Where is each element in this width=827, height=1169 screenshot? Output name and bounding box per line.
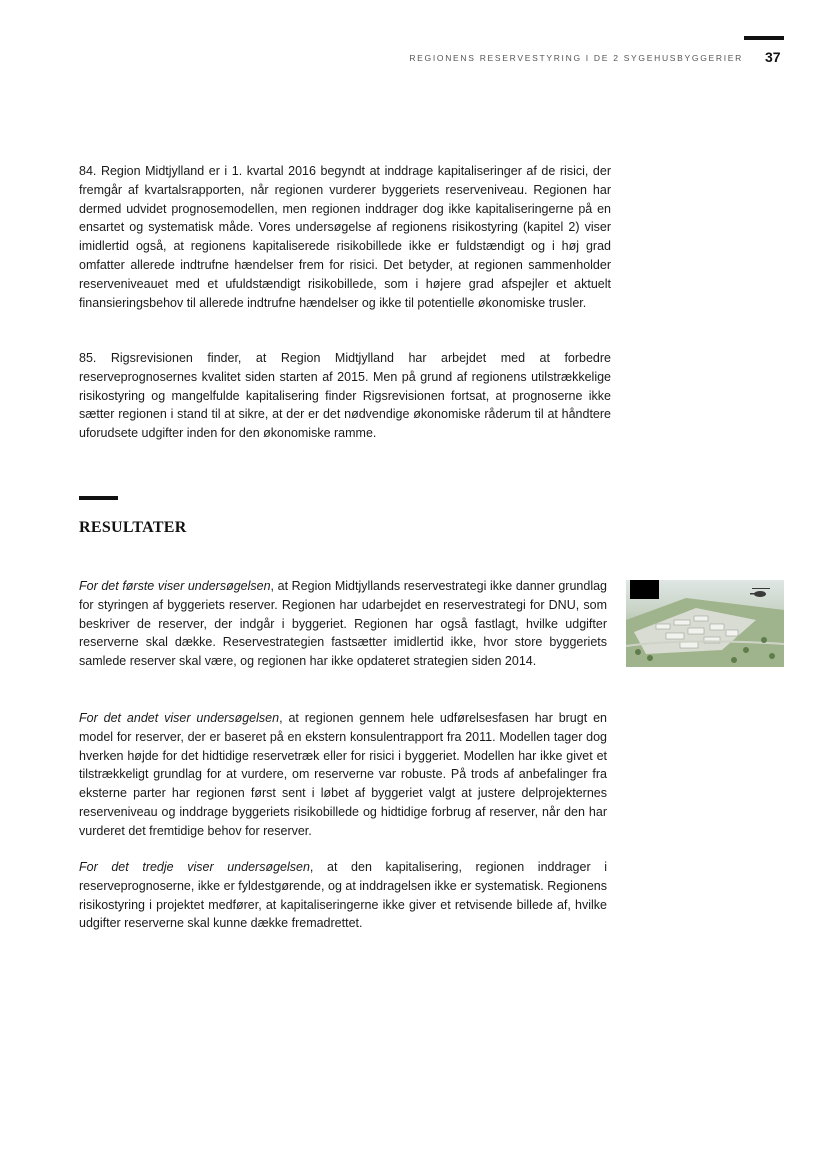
result-lead-2: For det andet viser undersøgelsen: [79, 711, 280, 725]
result-lead-1: For det første viser undersøgelsen: [79, 579, 271, 593]
result-lead-3: For det tredje viser undersøgelsen: [79, 860, 310, 874]
result-body-2: , at regionen gennem hele udførelsesfasen har brugt en model for reserver, der er baseret på en ekstern konsulentrapport fra 2011. Modellen tager dog hverken højde for det hidtidige reservetræk eller for risici i byggeriet. Modellen har ikke givet et tilstrækkeligt grundlag for at vurdere, om reserverne var robuste. På trods af anbefalinger fra eksterne parter har regionen først sent i løbet af byggeriet valgt at justere delprojekternes reserveniveau og inddrage byggeriets risikobillede og hidtidige forbrug af reserver, når den har vurderet det fremtidige behov for reserver.: [79, 711, 607, 838]
aerial-site-photo: [626, 580, 784, 667]
result-paragraph-1: [79, 577, 607, 671]
result-body-1: , at Region Midtjyllands reservestrategi ikke danner grundlag for styringen af byggeriets reserver. Regionen har udarbejdet en reservestrategi for DNU, som beskriver de reserver, der indgår i byggeriet. Regionen har også fastlagt, hvilke udgifter reserverne skal dække. Reservestrategien fastsætter imidlertid ikke, hvor store byggeriets samlede reserver skal være, og regionen har ikke opdateret strategien siden 2014.: [79, 579, 607, 669]
result-paragraph-3: [79, 858, 607, 933]
result-body-3: , at den kapitalisering, regionen inddrager i reserveprognoserne, ikke er fyldestgørende, og at inddragelsen ikke er systematisk. Regionens risikostyring i projektet medfører, at kapitaliseringerne ikke giver et retvisende billede af, hvilke udgifter reserverne skal kunne dække fremadrettet.: [79, 860, 607, 931]
running-header: REGIONENS RESERVESTYRING I DE 2 SYGEHUSBYGGERIER: [409, 53, 743, 63]
paragraph-85: 85. Rigsrevisionen finder, at Region Midtjylland har arbejdet med at forbedre reserveprognosernes kvalitet siden starten af 2015. Men på grund af regionens utilstrækkelige risikostyring og mangelfulde kapitalisering finder Rigsrevisionen fortsat, at prognoserne ikke sætter regionen i stand til at sikre, at der er det nødvendige økonomiske råderum til at håndtere uforudsete udgifter inden for den økonomiske ramme.: [79, 351, 611, 441]
header-accent-bar: [744, 36, 784, 40]
paragraph-84: 84. Region Midtjylland er i 1. kvartal 2016 begyndt at inddrage kapitaliseringer af de risici, der fremgår af kvartalsrapporten, når regionen vurderer byggeriets reserveniveau. Regionen har dermed udvidet prognosemodellen, men regionen inddrager dog ikke kapitaliseringerne på en ensartet og systematisk måde. Vores undersøgelse af regionens risikostyring (kapitel 2) viser imidlertid også, at regionens kapitaliserede risikobillede ikke er fuldstændigt og i høj grad omfatter allerede indtrufne hændelser frem for risici. Det betyder, at regionen sammenholder reserveniveauet med et ufuldstændigt risikobillede, som i højere grad afspejler et aktuelt finansieringsbehov til allerede indtrufne hændelser og ikke til potentielle økonomiske trusler.: [79, 164, 611, 310]
section-rule: [79, 496, 118, 500]
result-paragraph-2: [79, 709, 607, 841]
page-number: 37: [765, 49, 781, 65]
section-title: RESULTATER: [79, 519, 187, 536]
